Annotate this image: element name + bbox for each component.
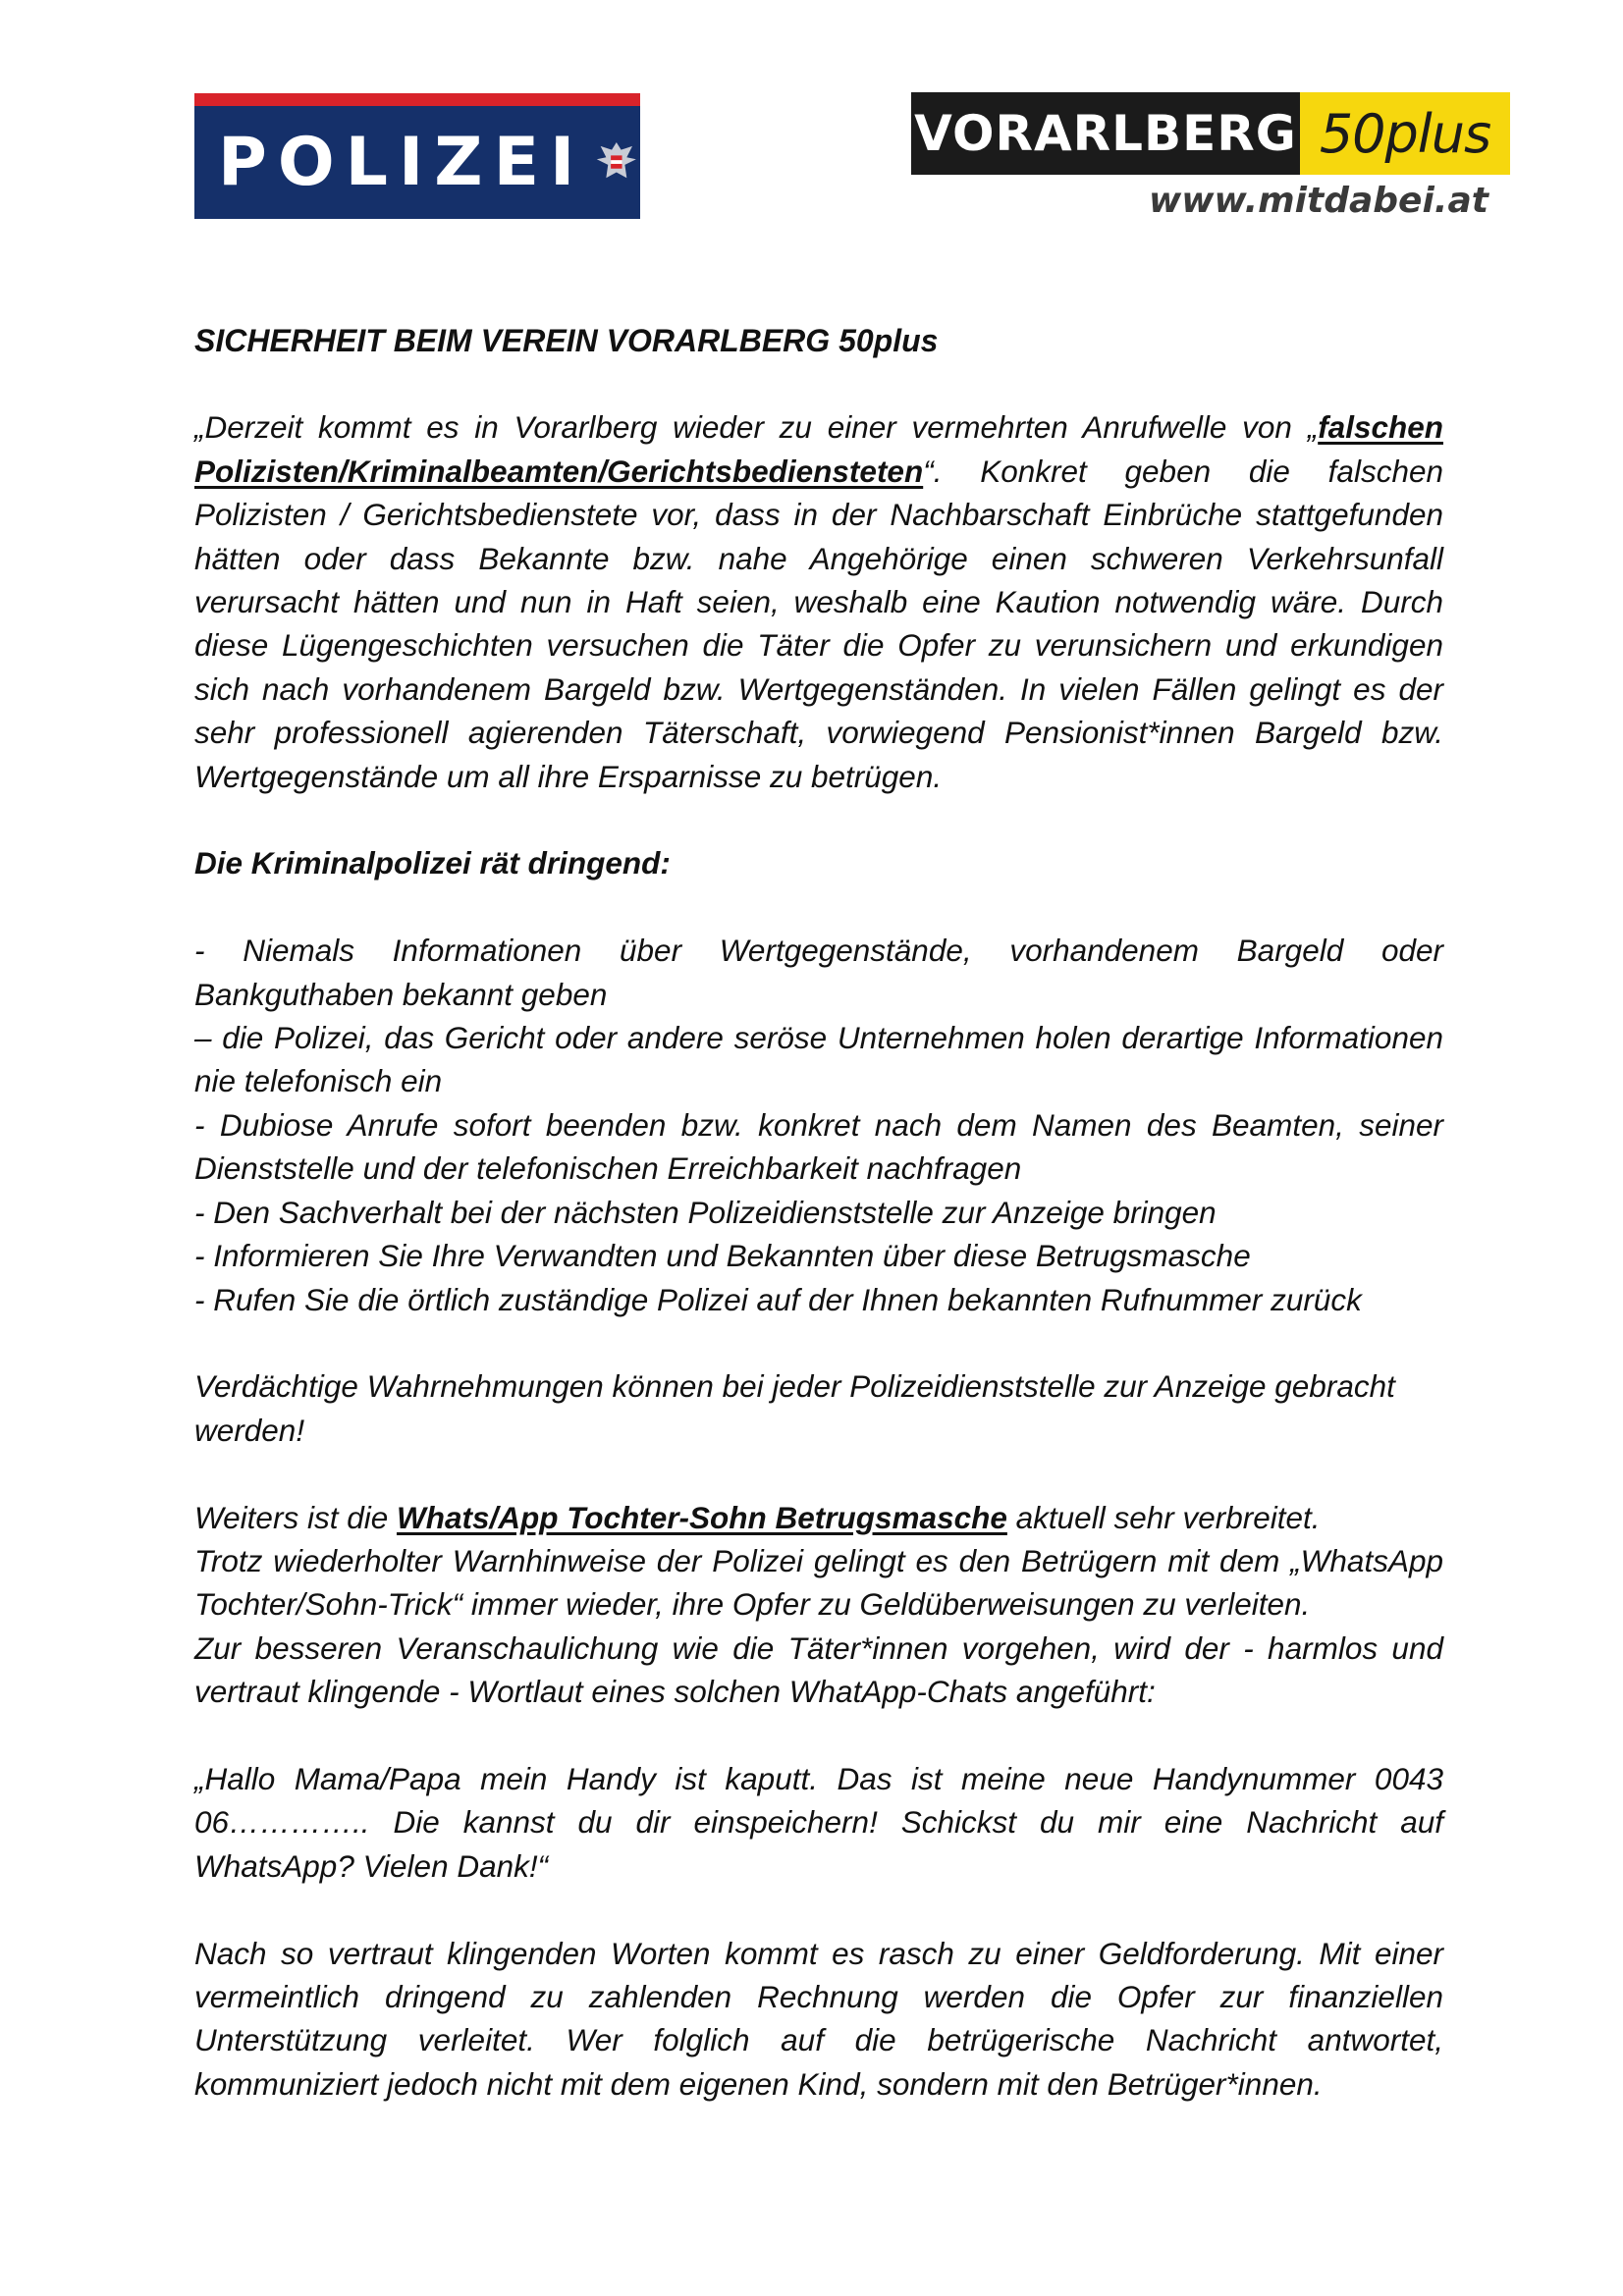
whatsapp-warning: Trotz wiederholter Warnhinweise der Polizei gelingt es den Betrügern mit dem „WhatsApp Tochter/Sohn-Trick“ immer wieder, ihre Opfer zu Geldüberweisungen zu verleiten. xyxy=(194,1542,1443,1623)
advice-item: - Den Sachverhalt bei der nächsten Polizeidienststelle zur Anzeige bringen xyxy=(194,1194,1217,1230)
scam-message-quote: „Hallo Mama/Papa mein Handy ist kaputt. Das ist meine neue Handynummer 0043 06………….. Die kannst du dir einspeichern! Schickst du mir eine Nachricht auf WhatsApp? Vielen Dank!“ xyxy=(194,1760,1443,1884)
document-title: SICHERHEIT BEIM VEREIN VORARLBERG 50plus xyxy=(194,323,939,358)
vorarlberg-50plus-logo xyxy=(911,92,1510,226)
intro-rest: “. Konkret geben die falschen Polizisten / Gerichtsbedienstete vor, dass in der Nachbarschaft Einbrüche stattgefunden hätten oder dass Bekannte bzw. nahe Angehörige einen schweren Verkehrsunfall verursacht hätten und nun in Haft seien, weshalb eine Kaution notwendig wäre. Durch diese Lügengeschichten versuchen die Täter die Opfer zu verunsichern und erkundigen sich nach vorhandenem Bargeld bzw. Wertgegenständen. In vielen Fällen gelingt es der sehr professionell agierenden Täterschaft, vorwiegend Pensionist*innen Bargeld bzw. Wertgegenstände um all ihre Ersparnisse zu betrügen. xyxy=(194,453,1443,794)
spacer xyxy=(194,1321,1443,1364)
whatsapp-intro xyxy=(194,1496,1443,1539)
document-body xyxy=(194,319,1443,2106)
spacer xyxy=(194,1714,1443,1757)
polizei-logo-text: POLIZEI xyxy=(218,124,586,201)
whatsapp-illustration: Zur besseren Veranschaulichung wie die Täter*innen vorgehen, wird der - harmlos und vertraut klingende - Wortlaut eines solchen WhatApp-Chats angeführt: xyxy=(194,1629,1443,1710)
vorarlberg-50plus-logo-bar xyxy=(911,92,1510,175)
advice-item: – die Polizei, das Gericht oder andere seröse Unternehmen holen derartige Informationen nie telefonisch ein xyxy=(194,1020,1443,1099)
partner-website-url[interactable]: www.mitdabei.at xyxy=(1149,181,1488,221)
vorarlberg-logo-dark-part xyxy=(911,92,1300,175)
report-note: Verdächtige Wahrnehmungen können bei jeder Polizeidienststelle zur Anzeige gebracht werden! xyxy=(194,1368,1395,1448)
advice-item: - Informieren Sie Ihre Verwandten und Bekannten über diese Betrugsmasche xyxy=(194,1238,1251,1274)
polizei-logo-stripe xyxy=(194,93,640,106)
advice-item: - Dubiose Anrufe sofort beenden bzw. konkret nach dem Namen des Beamten, seiner Dienststelle und der telefonischen Erreichbarkeit nachfragen xyxy=(194,1106,1443,1187)
whatsapp-lead: Weiters ist die xyxy=(194,1499,397,1535)
polizei-logo-body xyxy=(194,106,640,219)
intro-paragraph xyxy=(194,405,1443,798)
polizei-logo xyxy=(194,93,640,219)
50plus-logo-yellow-part xyxy=(1300,92,1510,175)
spacer xyxy=(194,798,1443,841)
50plus-logo-text: 50plus xyxy=(1319,102,1491,165)
spacer xyxy=(194,885,1443,929)
vorarlberg-logo-text: VORARLBERG xyxy=(914,105,1297,162)
intro-lead: „Derzeit kommt es in Vorarlberg wieder zu einer vermehrten Anrufwelle von „ xyxy=(194,409,1319,446)
advice-item: - Niemals Informationen über Wertgegenstände, vorhandenem Bargeld oder Bankguthaben bekannt geben xyxy=(194,933,1443,1012)
eagle-crest-icon xyxy=(593,135,640,190)
advice-item: - Rufen Sie die örtlich zuständige Polizei auf der Ihnen bekannten Rufnummer zurück xyxy=(194,1281,1362,1317)
spacer xyxy=(194,1888,1443,1931)
whatsapp-tail: aktuell sehr verbreitet. xyxy=(1006,1499,1321,1535)
closing-paragraph: Nach so vertraut klingenden Worten kommt es rasch zu einer Geldforderung. Mit einer vermeintlich dringend zu zahlenden Rechnung werden die Opfer zur finanziellen Unterstützung verleitet. Wer folglich auf die betrügerische Nachricht antwortet, kommuniziert jedoch nicht mit dem eigenen Kind, sondern mit den Betrüger*innen. xyxy=(194,1935,1443,2102)
whatsapp-underlined-phrase: Whats/App Tochter-Sohn Betrugsmasche xyxy=(396,1499,1007,1535)
advice-heading: Die Kriminalpolizei rät dringend: xyxy=(194,845,671,881)
spacer xyxy=(194,1452,1443,1495)
intro-underlined-phrase: falschen Polizisten/Kriminalbeamten/Gerichtsbediensteten xyxy=(194,409,1443,489)
